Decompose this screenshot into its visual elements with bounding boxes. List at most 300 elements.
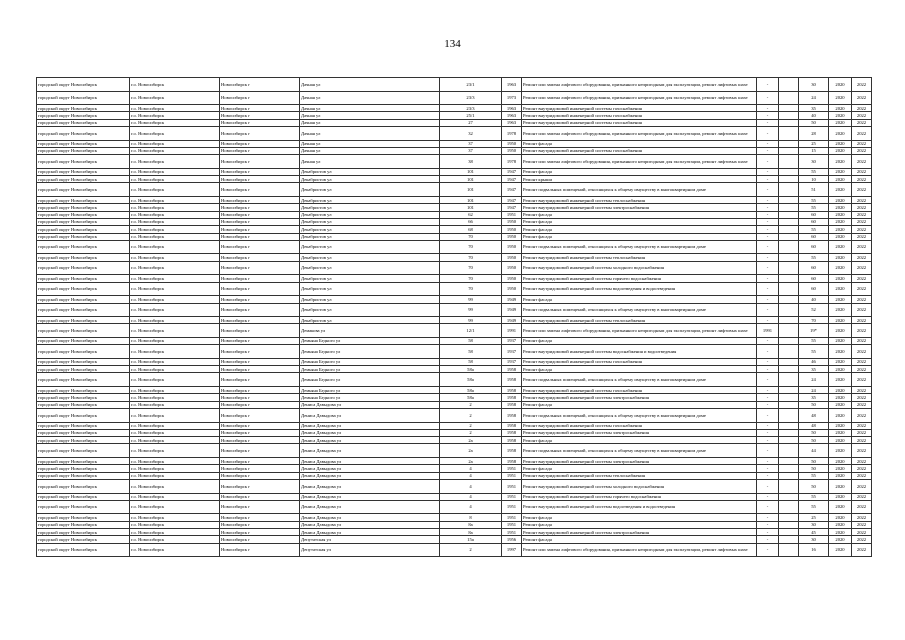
cell-flag: - (757, 147, 779, 154)
cell-district: городской округ Новосибирск (37, 345, 130, 359)
cell-municipality: г.о. Новосибирск (130, 176, 220, 183)
cell-flag: - (757, 168, 779, 175)
cell-to: 2022 (852, 233, 872, 240)
cell-from: 2020 (829, 140, 852, 147)
cell-cost: 60 (799, 240, 829, 254)
cell-settlement: Новосибирск г (220, 408, 300, 422)
cell-cost: 30 (799, 78, 829, 92)
cell-district: городской округ Новосибирск (37, 296, 130, 303)
cell-fund (779, 337, 799, 344)
cell-flag: - (757, 303, 779, 317)
cell-house: 8а (440, 521, 502, 528)
table-row (37, 422, 872, 429)
cell-from: 2020 (829, 127, 852, 141)
cell-house: 101 (440, 176, 502, 183)
cell-year: 1951 (502, 529, 522, 536)
table-row (37, 324, 872, 338)
cell-to: 2022 (852, 197, 872, 204)
cell-settlement: Новосибирск г (220, 282, 300, 296)
table-row (37, 345, 872, 359)
table-row (37, 91, 872, 105)
cell-from: 2020 (829, 529, 852, 536)
cell-to: 2022 (852, 105, 872, 112)
cell-district: городской округ Новосибирск (37, 422, 130, 429)
cell-cost: 55 (799, 500, 829, 514)
cell-municipality: г.о. Новосибирск (130, 112, 220, 119)
cell-flag: - (757, 176, 779, 183)
cell-year: 1973 (502, 91, 522, 105)
cell-flag: - (757, 218, 779, 225)
cell-flag: - (757, 493, 779, 500)
cell-from: 2020 (829, 366, 852, 373)
cell-fund (779, 408, 799, 422)
cell-district: городской округ Новосибирск (37, 408, 130, 422)
cell-settlement: Новосибирск г (220, 155, 300, 169)
cell-fund (779, 422, 799, 429)
cell-cost: 30 (799, 521, 829, 528)
cell-district: городской округ Новосибирск (37, 147, 130, 154)
cell-house: 101 (440, 204, 502, 211)
cell-street: Дениса Давыдова ул (300, 444, 440, 458)
cell-settlement: Новосибирск г (220, 78, 300, 92)
cell-cost: 15 (799, 147, 829, 154)
cell-work: Ремонт внутридомовой инженерной системы газоснабжения (522, 119, 757, 126)
cell-to: 2022 (852, 337, 872, 344)
cell-work: Ремонт внутридомовой инженерной системы водоотведения и водоотведения (522, 282, 757, 296)
cell-settlement: Новосибирск г (220, 458, 300, 465)
cell-house: 68 (440, 226, 502, 233)
cell-to: 2022 (852, 204, 872, 211)
cell-to: 2022 (852, 472, 872, 479)
cell-district: городской округ Новосибирск (37, 168, 130, 175)
cell-street: Дачная ул (300, 155, 440, 169)
cell-house: 58 (440, 337, 502, 344)
table-row (37, 543, 872, 557)
cell-street: Декабристов ул (300, 218, 440, 225)
cell-street: Дачная ул (300, 140, 440, 147)
cell-district: городской округ Новосибирск (37, 317, 130, 324)
table-row (37, 261, 872, 275)
cell-work: Ремонт внутридомовой инженерной системы газоснабжения (522, 105, 757, 112)
cell-year: 1963 (502, 112, 522, 119)
cell-settlement: Новосибирск г (220, 429, 300, 436)
cell-fund (779, 296, 799, 303)
cell-house: 12/1 (440, 324, 502, 338)
cell-district: городской округ Новосибирск (37, 401, 130, 408)
cell-district: городской округ Новосибирск (37, 197, 130, 204)
cell-street: Дачная ул (300, 119, 440, 126)
cell-house: 70 (440, 240, 502, 254)
cell-settlement: Новосибирск г (220, 105, 300, 112)
cell-house: 2 (440, 408, 502, 422)
cell-settlement: Новосибирск г (220, 233, 300, 240)
cell-flag: - (757, 437, 779, 444)
cell-district: городской округ Новосибирск (37, 324, 130, 338)
cell-year: 1958 (502, 401, 522, 408)
cell-year: 1951 (502, 521, 522, 528)
cell-municipality: г.о. Новосибирск (130, 543, 220, 557)
cell-year: 1991 (502, 324, 522, 338)
table-row (37, 176, 872, 183)
cell-house: 23/1 (440, 78, 502, 92)
cell-to: 2022 (852, 479, 872, 493)
cell-to: 2022 (852, 127, 872, 141)
cell-to: 2022 (852, 254, 872, 261)
cell-from: 2020 (829, 112, 852, 119)
cell-year: 1949 (502, 303, 522, 317)
cell-settlement: Новосибирск г (220, 437, 300, 444)
cell-from: 2020 (829, 500, 852, 514)
cell-work: Ремонт фасада (522, 226, 757, 233)
table-row (37, 226, 872, 233)
cell-fund (779, 394, 799, 401)
cell-municipality: г.о. Новосибирск (130, 211, 220, 218)
cell-settlement: Новосибирск г (220, 500, 300, 514)
cell-street: Дениса Давыдова ул (300, 493, 440, 500)
cell-year: 1958 (502, 422, 522, 429)
cell-house: 2а (440, 458, 502, 465)
table-row (37, 140, 872, 147)
table-row (37, 394, 872, 401)
cell-municipality: г.о. Новосибирск (130, 521, 220, 528)
cell-to: 2022 (852, 317, 872, 324)
cell-fund (779, 183, 799, 197)
cell-to: 2022 (852, 387, 872, 394)
cell-year: 1947 (502, 168, 522, 175)
cell-fund (779, 358, 799, 365)
cell-cost: 35 (799, 394, 829, 401)
cell-year: 1958 (502, 394, 522, 401)
cell-from: 2020 (829, 275, 852, 282)
cell-street: Дениса Давыдова ул (300, 529, 440, 536)
cell-from: 2020 (829, 218, 852, 225)
cell-cost: 55 (799, 204, 829, 211)
cell-district: городской округ Новосибирск (37, 366, 130, 373)
cell-from: 2020 (829, 358, 852, 365)
cell-work: Ремонт подвальных помещений, относящихся к общему имуществу в многоквартирном доме (522, 303, 757, 317)
cell-district: городской округ Новосибирск (37, 78, 130, 92)
table-row (37, 366, 872, 373)
cell-fund (779, 521, 799, 528)
cell-municipality: г.о. Новосибирск (130, 140, 220, 147)
cell-work: Ремонт внутридомовой инженерной системы газоснабжения (522, 112, 757, 119)
cell-cost: 46 (799, 358, 829, 365)
cell-house: 2 (440, 422, 502, 429)
cell-settlement: Новосибирск г (220, 211, 300, 218)
cell-from: 2020 (829, 479, 852, 493)
cell-work: Ремонт фасада (522, 168, 757, 175)
cell-from: 2020 (829, 493, 852, 500)
cell-house: 27 (440, 119, 502, 126)
cell-street: Дениса Давыдова ул (300, 514, 440, 521)
cell-to: 2022 (852, 211, 872, 218)
cell-district: городской округ Новосибирск (37, 479, 130, 493)
cell-district: городской округ Новосибирск (37, 500, 130, 514)
table-row (37, 78, 872, 92)
cell-municipality: г.о. Новосибирск (130, 493, 220, 500)
cell-work: Ремонт внутридомовой инженерной системы холодного водоснабжения (522, 479, 757, 493)
cell-to: 2022 (852, 282, 872, 296)
cell-year: 1951 (502, 514, 522, 521)
cell-from: 2020 (829, 394, 852, 401)
cell-to: 2022 (852, 296, 872, 303)
cell-year: 1950 (502, 233, 522, 240)
cell-to: 2022 (852, 429, 872, 436)
cell-fund (779, 233, 799, 240)
table-row (37, 465, 872, 472)
cell-street: Демьяна Бедного ул (300, 394, 440, 401)
cell-cost: 24 (799, 91, 829, 105)
cell-district: городской округ Новосибирск (37, 444, 130, 458)
cell-street: Дачная ул (300, 105, 440, 112)
cell-district: городской округ Новосибирск (37, 394, 130, 401)
cell-cost: 70 (799, 317, 829, 324)
cell-cost: 40 (799, 296, 829, 303)
cell-house: 2а (440, 444, 502, 458)
cell-from: 2020 (829, 183, 852, 197)
cell-year: 1950 (502, 140, 522, 147)
cell-work: Ремонт внутридомовой инженерной системы электроснабжения (522, 394, 757, 401)
table-row (37, 458, 872, 465)
cell-flag: - (757, 444, 779, 458)
cell-to: 2022 (852, 493, 872, 500)
cell-fund (779, 472, 799, 479)
cell-flag: - (757, 387, 779, 394)
cell-street: Дениса Давыдова ул (300, 465, 440, 472)
cell-cost: 50 (799, 429, 829, 436)
cell-year: 1958 (502, 373, 522, 387)
cell-cost: 60 (799, 261, 829, 275)
cell-settlement: Новосибирск г (220, 112, 300, 119)
cell-year: 1958 (502, 458, 522, 465)
cell-house: 32 (440, 127, 502, 141)
cell-to: 2022 (852, 261, 872, 275)
cell-flag: - (757, 458, 779, 465)
cell-work: Ремонт внутридомовой инженерной системы газоснабжения (522, 422, 757, 429)
cell-flag: - (757, 543, 779, 557)
table-row (37, 168, 872, 175)
cell-house: 15а (440, 536, 502, 543)
cell-fund (779, 197, 799, 204)
cell-flag: - (757, 155, 779, 169)
cell-street: Депутатская ул (300, 543, 440, 557)
cell-house: 8 (440, 514, 502, 521)
cell-year: 1950 (502, 282, 522, 296)
cell-work: Ремонт или замена лифтового оборудования, признанного непригодным для эксплуатации, ремонт лифтовых шахт (522, 543, 757, 557)
cell-fund (779, 254, 799, 261)
cell-from: 2020 (829, 303, 852, 317)
cell-work: Ремонт фасада (522, 218, 757, 225)
cell-district: городской округ Новосибирск (37, 529, 130, 536)
cell-work: Ремонт или замена лифтового оборудования, признанного непригодным для эксплуатации, ремонт лифтовых шахт (522, 78, 757, 92)
cell-house: 23/3 (440, 105, 502, 112)
cell-district: городской округ Новосибирск (37, 543, 130, 557)
cell-flag: - (757, 261, 779, 275)
cell-fund (779, 401, 799, 408)
cell-to: 2022 (852, 465, 872, 472)
table-row (37, 429, 872, 436)
cell-house: 70 (440, 254, 502, 261)
cell-work: Ремонт подвальных помещений, относящихся к общему имуществу в многоквартирном доме (522, 183, 757, 197)
cell-from: 2020 (829, 240, 852, 254)
cell-municipality: г.о. Новосибирск (130, 408, 220, 422)
cell-to: 2022 (852, 373, 872, 387)
table-body (37, 78, 872, 557)
table-row (37, 529, 872, 536)
cell-settlement: Новосибирск г (220, 204, 300, 211)
cell-fund (779, 211, 799, 218)
cell-municipality: г.о. Новосибирск (130, 514, 220, 521)
cell-street: Декабристов ул (300, 197, 440, 204)
cell-house: 101 (440, 197, 502, 204)
cell-municipality: г.о. Новосибирск (130, 458, 220, 465)
cell-cost: 60 (799, 211, 829, 218)
cell-street: Дачная ул (300, 91, 440, 105)
cell-district: городской округ Новосибирск (37, 514, 130, 521)
cell-from: 2020 (829, 282, 852, 296)
cell-municipality: г.о. Новосибирск (130, 78, 220, 92)
cell-work: Ремонт фасада (522, 296, 757, 303)
cell-settlement: Новосибирск г (220, 366, 300, 373)
cell-municipality: г.о. Новосибирск (130, 529, 220, 536)
cell-work: Ремонт внутридомовой инженерной системы теплоснабжения (522, 197, 757, 204)
cell-settlement: Новосибирск г (220, 275, 300, 282)
cell-work: Ремонт внутридомовой инженерной системы холодного водоснабжения (522, 261, 757, 275)
cell-district: городской округ Новосибирск (37, 472, 130, 479)
cell-house: 23/3 (440, 91, 502, 105)
cell-municipality: г.о. Новосибирск (130, 387, 220, 394)
table-row (37, 493, 872, 500)
cell-house: 58а (440, 366, 502, 373)
cell-district: городской округ Новосибирск (37, 218, 130, 225)
cell-fund (779, 147, 799, 154)
cell-from: 2020 (829, 345, 852, 359)
cell-flag: - (757, 105, 779, 112)
cell-house: 66 (440, 218, 502, 225)
cell-municipality: г.о. Новосибирск (130, 465, 220, 472)
cell-house: 101 (440, 183, 502, 197)
table-row (37, 254, 872, 261)
cell-flag: - (757, 183, 779, 197)
cell-to: 2022 (852, 155, 872, 169)
cell-work: Ремонт или замена лифтового оборудования, признанного непригодным для эксплуатации, ремонт лифтовых шахт (522, 324, 757, 338)
cell-year: 1951 (502, 493, 522, 500)
cell-municipality: г.о. Новосибирск (130, 127, 220, 141)
table-row (37, 204, 872, 211)
cell-year: 1950 (502, 147, 522, 154)
cell-work: Ремонт фасада (522, 337, 757, 344)
cell-cost: 52 (799, 303, 829, 317)
cell-fund (779, 91, 799, 105)
cell-fund (779, 78, 799, 92)
cell-settlement: Новосибирск г (220, 296, 300, 303)
cell-flag: - (757, 119, 779, 126)
cell-house: 38 (440, 155, 502, 169)
cell-municipality: г.о. Новосибирск (130, 254, 220, 261)
cell-district: городской округ Новосибирск (37, 358, 130, 365)
cell-street: Декабристов ул (300, 303, 440, 317)
cell-year: 1963 (502, 105, 522, 112)
cell-flag: - (757, 514, 779, 521)
cell-settlement: Новосибирск г (220, 479, 300, 493)
cell-fund (779, 373, 799, 387)
cell-house: 70 (440, 233, 502, 240)
table-row (37, 275, 872, 282)
cell-cost: 55 (799, 254, 829, 261)
cell-municipality: г.о. Новосибирск (130, 282, 220, 296)
cell-cost: 55 (799, 345, 829, 359)
cell-municipality: г.о. Новосибирск (130, 500, 220, 514)
cell-work: Ремонт фасада (522, 233, 757, 240)
cell-cost: 25 (799, 514, 829, 521)
cell-street: Демьяна Бедного ул (300, 345, 440, 359)
cell-from: 2020 (829, 176, 852, 183)
cell-district: городской округ Новосибирск (37, 337, 130, 344)
cell-to: 2022 (852, 394, 872, 401)
cell-year: 1963 (502, 78, 522, 92)
cell-from: 2020 (829, 204, 852, 211)
cell-house: 58а (440, 387, 502, 394)
cell-municipality: г.о. Новосибирск (130, 444, 220, 458)
cell-flag: - (757, 197, 779, 204)
cell-flag: - (757, 429, 779, 436)
cell-street: Декабристов ул (300, 211, 440, 218)
table-row (37, 401, 872, 408)
cell-fund (779, 226, 799, 233)
cell-from: 2020 (829, 155, 852, 169)
cell-municipality: г.о. Новосибирск (130, 183, 220, 197)
cell-to: 2022 (852, 408, 872, 422)
cell-to: 2022 (852, 168, 872, 175)
cell-work: Ремонт фасада (522, 536, 757, 543)
cell-settlement: Новосибирск г (220, 401, 300, 408)
cell-street: Декабристов ул (300, 176, 440, 183)
cell-work: Ремонт фасада (522, 521, 757, 528)
cell-municipality: г.о. Новосибирск (130, 479, 220, 493)
cell-municipality: г.о. Новосибирск (130, 168, 220, 175)
cell-street: Дениса Давыдова ул (300, 401, 440, 408)
cell-work: Ремонт внутридомовой инженерной системы теплоснабжения (522, 472, 757, 479)
cell-from: 2020 (829, 147, 852, 154)
cell-work: Ремонт фасада (522, 140, 757, 147)
cell-year: 1949 (502, 317, 522, 324)
cell-district: городской округ Новосибирск (37, 282, 130, 296)
cell-street: Декабристов ул (300, 282, 440, 296)
cell-work: Ремонт внутридомовой инженерной системы горячего водоснабжения (522, 493, 757, 500)
cell-to: 2022 (852, 514, 872, 521)
table-row (37, 155, 872, 169)
cell-from: 2020 (829, 458, 852, 465)
table-row (37, 105, 872, 112)
cell-district: городской округ Новосибирск (37, 91, 130, 105)
cell-street: Дениса Давыдова ул (300, 429, 440, 436)
cell-district: городской округ Новосибирск (37, 303, 130, 317)
cell-municipality: г.о. Новосибирск (130, 119, 220, 126)
cell-cost: 30 (799, 155, 829, 169)
cell-cost: 24 (799, 387, 829, 394)
cell-year: 1947 (502, 204, 522, 211)
cell-work: Ремонт внутридомовой инженерной системы электроснабжения (522, 204, 757, 211)
table-row (37, 514, 872, 521)
cell-from: 2020 (829, 437, 852, 444)
cell-flag: 1991 (757, 324, 779, 338)
cell-fund (779, 366, 799, 373)
cell-year: 1947 (502, 176, 522, 183)
cell-cost: 28 (799, 127, 829, 141)
cell-cost: 50 (799, 119, 829, 126)
cell-from: 2020 (829, 387, 852, 394)
cell-flag: - (757, 500, 779, 514)
